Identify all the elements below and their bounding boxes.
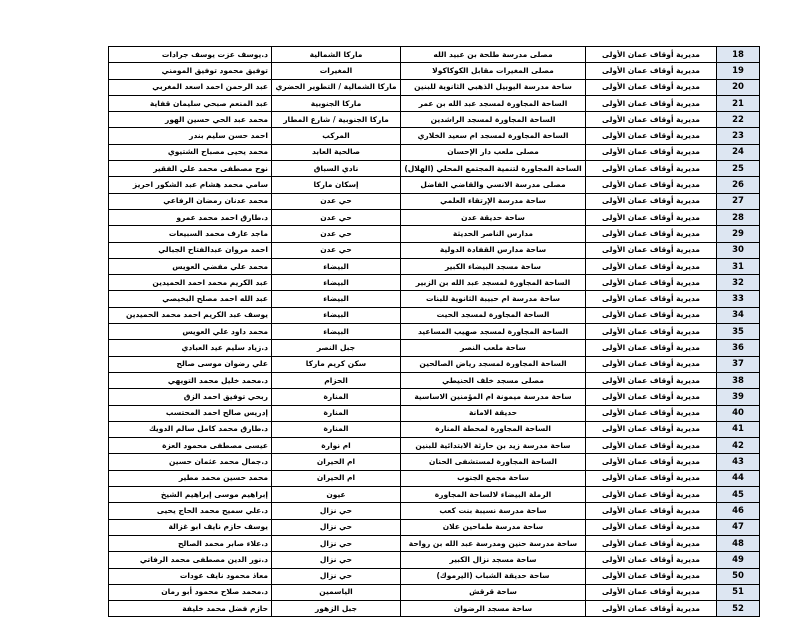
table-row	[109, 193, 760, 209]
area-cell: البيضاء	[272, 258, 401, 274]
row-number: 37	[717, 356, 760, 372]
prayer-site-cell: ساحة مدرسة طماحين علان	[401, 519, 586, 535]
table-row	[109, 503, 760, 519]
directorate-cell: مديرية أوقاف عمان الأولى	[586, 519, 717, 535]
preacher-name-cell: توفيق محمود توفيق المومني	[109, 63, 272, 79]
area-cell: ام الحيران	[272, 470, 401, 486]
area-cell: ام نوارة	[272, 438, 401, 454]
table-row	[109, 601, 760, 617]
prayer-site-cell: ساحة مسجد الرضوان	[401, 601, 586, 617]
directorate-cell: مديرية أوقاف عمان الأولى	[586, 112, 717, 128]
directorate-cell: مديرية أوقاف عمان الأولى	[586, 454, 717, 470]
table-row	[109, 356, 760, 372]
directorate-cell: مديرية أوقاف عمان الأولى	[586, 291, 717, 307]
directorate-cell: مديرية أوقاف عمان الأولى	[586, 470, 717, 486]
table-row	[109, 584, 760, 600]
prayer-site-cell: الساحة المجاورة لمسجد صهيب المساعيد	[401, 324, 586, 340]
row-number: 26	[717, 177, 760, 193]
preacher-name-cell: إبراهيم موسى إبراهيم الشيخ	[109, 487, 272, 503]
area-cell: البيضاء	[272, 291, 401, 307]
area-cell: حي عدن	[272, 209, 401, 225]
area-cell: البيضاء	[272, 324, 401, 340]
table-row	[109, 291, 760, 307]
area-cell: جبل النصر	[272, 340, 401, 356]
preacher-name-cell: عبد الكريم محمد احمد الحميدين	[109, 275, 272, 291]
directorate-cell: مديرية أوقاف عمان الأولى	[586, 128, 717, 144]
preacher-name-cell: محمد داود علي العويس	[109, 324, 272, 340]
prayer-site-cell: ساحة مجمع الجنوب	[401, 470, 586, 486]
area-cell: المغيرات	[272, 63, 401, 79]
prayer-site-cell: ساحة مدارس القفادة الدولية	[401, 242, 586, 258]
table-row	[109, 95, 760, 111]
row-number: 28	[717, 209, 760, 225]
row-number: 42	[717, 438, 760, 454]
directorate-cell: مديرية أوقاف عمان الأولى	[586, 438, 717, 454]
row-number: 25	[717, 161, 760, 177]
directorate-cell: مديرية أوقاف عمان الأولى	[586, 356, 717, 372]
prayer-site-cell: الساحة المجاورة لمسجد ام سعيد الخلاري	[401, 128, 586, 144]
directorate-cell: مديرية أوقاف عمان الأولى	[586, 275, 717, 291]
preacher-name-cell: معاذ محمود نايف عودات	[109, 568, 272, 584]
directorate-cell: مديرية أوقاف عمان الأولى	[586, 487, 717, 503]
prayer-site-cell: مصلى مدرسة الانسي والقاضي الفاضل	[401, 177, 586, 193]
area-cell: حي عدن	[272, 193, 401, 209]
area-cell: المنارة	[272, 421, 401, 437]
row-number: 21	[717, 95, 760, 111]
prayer-site-cell: ساحة مدرسة زيد بن حارثة الابتدائية للبنين	[401, 438, 586, 454]
directorate-cell: مديرية أوقاف عمان الأولى	[586, 177, 717, 193]
prayer-site-cell: مدارس الناصر الحديثة	[401, 226, 586, 242]
area-cell: المركب	[272, 128, 401, 144]
row-number: 19	[717, 63, 760, 79]
row-number: 50	[717, 568, 760, 584]
directorate-cell: مديرية أوقاف عمان الأولى	[586, 324, 717, 340]
preacher-name-cell: محمد علي مفضي العويس	[109, 258, 272, 274]
directorate-cell: مديرية أوقاف عمان الأولى	[586, 340, 717, 356]
area-cell: حي نزال	[272, 503, 401, 519]
directorate-cell: مديرية أوقاف عمان الأولى	[586, 389, 717, 405]
row-number: 27	[717, 193, 760, 209]
directorate-cell: مديرية أوقاف عمان الأولى	[586, 584, 717, 600]
row-number: 47	[717, 519, 760, 535]
area-cell: حي عدن	[272, 242, 401, 258]
prayer-site-cell: ساحة حديقة الشباب (اليرموك)	[401, 568, 586, 584]
prayer-site-cell: الرملة البيضاء لالساحة المجاورة	[401, 487, 586, 503]
preacher-name-cell: د.يوسف عزت يوسف جرادات	[109, 47, 272, 63]
table-row	[109, 112, 760, 128]
row-number: 33	[717, 291, 760, 307]
table-row	[109, 519, 760, 535]
table-row	[109, 340, 760, 356]
row-number: 36	[717, 340, 760, 356]
area-cell: نادي السباق	[272, 161, 401, 177]
row-number: 38	[717, 372, 760, 388]
row-number: 32	[717, 275, 760, 291]
directorate-cell: مديرية أوقاف عمان الأولى	[586, 193, 717, 209]
preacher-name-cell: حازم فضل محمد خليفة	[109, 601, 272, 617]
prayer-site-cell: الساحة المجاورة لتنمية المجتمع المحلي (الهلال)	[401, 161, 586, 177]
area-cell: إسكان ماركا	[272, 177, 401, 193]
preacher-name-cell: د.علاء صابر محمد الصالح	[109, 535, 272, 551]
table-row	[109, 552, 760, 568]
prayer-site-cell: الساحة المجاورة لمحطة المنارة	[401, 421, 586, 437]
preacher-name-cell: د.نور الدين مصطفى محمد الرفاتي	[109, 552, 272, 568]
table-row	[109, 421, 760, 437]
area-cell: حي نزال	[272, 568, 401, 584]
row-number: 30	[717, 242, 760, 258]
directorate-cell: مديرية أوقاف عمان الأولى	[586, 601, 717, 617]
row-number: 23	[717, 128, 760, 144]
preacher-name-cell: محمد حسين محمد مطير	[109, 470, 272, 486]
row-number: 39	[717, 389, 760, 405]
row-number: 31	[717, 258, 760, 274]
table-row	[109, 177, 760, 193]
preacher-name-cell: ربحي توفيق احمد الزق	[109, 389, 272, 405]
table-row	[109, 405, 760, 421]
area-cell: ماركا الجنوبية / شارع المطار	[272, 112, 401, 128]
row-number: 20	[717, 79, 760, 95]
table-row	[109, 275, 760, 291]
table-row	[109, 438, 760, 454]
preacher-name-cell: د.طارق محمد كامل سالم الدويك	[109, 421, 272, 437]
table-row	[109, 128, 760, 144]
preacher-name-cell: د.محمد صلاح محمود أبو رمان	[109, 584, 272, 600]
area-cell: البيضاء	[272, 307, 401, 323]
area-cell: ماركا الشمالية / التطوير الحضري	[272, 79, 401, 95]
table-row	[109, 454, 760, 470]
area-cell: حي عدن	[272, 226, 401, 242]
preacher-name-cell: عبد الله احمد مصلح البخيصي	[109, 291, 272, 307]
row-number: 34	[717, 307, 760, 323]
prayer-site-cell: ساحة مدرسة حنين ومدرسة عبد الله بن رواحة	[401, 535, 586, 551]
prayer-sites-table	[108, 46, 744, 617]
directorate-cell: مديرية أوقاف عمان الأولى	[586, 209, 717, 225]
preacher-name-cell: د.علي سميح محمد الحاج يحيى	[109, 503, 272, 519]
row-number: 22	[717, 112, 760, 128]
directorate-cell: مديرية أوقاف عمان الأولى	[586, 242, 717, 258]
area-cell: حي نزال	[272, 519, 401, 535]
table-row	[109, 372, 760, 388]
prayer-site-cell: مصلى ملعب دار الإحسان	[401, 144, 586, 160]
area-cell: ماركا الشمالية	[272, 47, 401, 63]
area-cell: ام الحيران	[272, 454, 401, 470]
area-cell: البيضاء	[272, 275, 401, 291]
directorate-cell: مديرية أوقاف عمان الأولى	[586, 144, 717, 160]
table-row	[109, 258, 760, 274]
preacher-name-cell: محمد عدنان رمضان الرفاعي	[109, 193, 272, 209]
directorate-cell: مديرية أوقاف عمان الأولى	[586, 47, 717, 63]
area-cell: الياسمين	[272, 584, 401, 600]
preacher-name-cell: ماجد عارف محمد السبيعات	[109, 226, 272, 242]
table-row	[109, 63, 760, 79]
directorate-cell: مديرية أوقاف عمان الأولى	[586, 258, 717, 274]
preacher-name-cell: محمد يحيى مصباح الشتيوي	[109, 144, 272, 160]
directorate-cell: مديرية أوقاف عمان الأولى	[586, 63, 717, 79]
area-cell: جبل الزهور	[272, 601, 401, 617]
area-cell: حي نزال	[272, 535, 401, 551]
preacher-name-cell: عبد الرحمن احمد اسعد المغربي	[109, 79, 272, 95]
table-body	[109, 47, 760, 617]
directorate-cell: مديرية أوقاف عمان الأولى	[586, 421, 717, 437]
prayer-site-cell: ساحة حديقة عدن	[401, 209, 586, 225]
row-number: 24	[717, 144, 760, 160]
prayer-site-cell: ساحة مدرسة الإرتقاء العلمي	[401, 193, 586, 209]
table-row	[109, 226, 760, 242]
directorate-cell: مديرية أوقاف عمان الأولى	[586, 226, 717, 242]
preacher-name-cell: عيسى مصطفى محمود العزة	[109, 438, 272, 454]
table-row	[109, 144, 760, 160]
table-row	[109, 568, 760, 584]
area-cell: عيون	[272, 487, 401, 503]
preacher-name-cell: إدريس صالح احمد المحتسب	[109, 405, 272, 421]
directorate-cell: مديرية أوقاف عمان الأولى	[586, 307, 717, 323]
area-cell: الحزام	[272, 372, 401, 388]
preacher-name-cell: سامي محمد هشام عبد الشكور احريز	[109, 177, 272, 193]
row-number: 46	[717, 503, 760, 519]
prayer-site-cell: الساحة المجاورة لمسجد عبد الله بن عمر	[401, 95, 586, 111]
row-number: 35	[717, 324, 760, 340]
prayer-site-cell: ساحة مدرسة نسيبة بنت كعب	[401, 503, 586, 519]
directorate-cell: مديرية أوقاف عمان الأولى	[586, 552, 717, 568]
row-number: 41	[717, 421, 760, 437]
preacher-name-cell: علي رضوان موسى صالح	[109, 356, 272, 372]
table-row	[109, 470, 760, 486]
table-row	[109, 209, 760, 225]
prayer-site-cell: ساحة ملعب النصر	[401, 340, 586, 356]
area-cell: المنارة	[272, 389, 401, 405]
preacher-name-cell: يوسف عبد الكريم احمد محمد الحميدين	[109, 307, 272, 323]
preacher-name-cell: د.طارق احمد محمد عمرو	[109, 209, 272, 225]
directorate-cell: مديرية أوقاف عمان الأولى	[586, 372, 717, 388]
row-number: 48	[717, 535, 760, 551]
prayer-site-cell: ساحة مدرسة اليوبيل الذهبي الثانوية للبنين	[401, 79, 586, 95]
directorate-cell: مديرية أوقاف عمان الأولى	[586, 95, 717, 111]
area-cell: صالحية العابد	[272, 144, 401, 160]
preacher-name-cell: احمد مروان عبدالفتاح الجبالي	[109, 242, 272, 258]
preacher-name-cell: احمد حسن سليم بندر	[109, 128, 272, 144]
prayer-site-cell: ساحة مدرسة ام حبيبة الثانوية للبنات	[401, 291, 586, 307]
table-row	[109, 535, 760, 551]
area-cell: سكن كريم ماركا	[272, 356, 401, 372]
row-number: 49	[717, 552, 760, 568]
preacher-name-cell: د.زياد سليم عيد العبادي	[109, 340, 272, 356]
preacher-name-cell: د.محمد خليل محمد التويهي	[109, 372, 272, 388]
area-cell: حي نزال	[272, 552, 401, 568]
preacher-name-cell: عبد المنعم صبحي سليمان قفاية	[109, 95, 272, 111]
directorate-cell: مديرية أوقاف عمان الأولى	[586, 161, 717, 177]
prayer-site-cell: الساحة المجاورة لمسجد عبد الله بن الزبير	[401, 275, 586, 291]
row-number: 18	[717, 47, 760, 63]
prayer-site-cell: حديقة الامانة	[401, 405, 586, 421]
prayer-site-cell: مصلى مدرسة طلحة بن عبيد الله	[401, 47, 586, 63]
directorate-cell: مديرية أوقاف عمان الأولى	[586, 503, 717, 519]
prayer-site-cell: ساحة قرقش	[401, 584, 586, 600]
prayer-site-cell: مصلى المغيرات مقابل الكوكاكولا	[401, 63, 586, 79]
table-row	[109, 389, 760, 405]
prayer-site-cell: مصلى مسجد خلف الحنيطي	[401, 372, 586, 388]
table-row	[109, 79, 760, 95]
directorate-cell: مديرية أوقاف عمان الأولى	[586, 79, 717, 95]
table-row	[109, 487, 760, 503]
preacher-name-cell: يوسف حازم نايف ابو غزالة	[109, 519, 272, 535]
preacher-name-cell: نوح مصطفى محمد علي الفقير	[109, 161, 272, 177]
table-row	[109, 307, 760, 323]
directorate-cell: مديرية أوقاف عمان الأولى	[586, 535, 717, 551]
area-cell: ماركا الجنوبية	[272, 95, 401, 111]
prayer-site-cell: ساحة مدرسة ميمونة ام المؤمنين الاساسية	[401, 389, 586, 405]
row-number: 44	[717, 470, 760, 486]
table-row	[109, 242, 760, 258]
prayer-site-cell: الساحة المجاورة لمستشفى الحنان	[401, 454, 586, 470]
directorate-cell: مديرية أوقاف عمان الأولى	[586, 405, 717, 421]
table-row	[109, 161, 760, 177]
row-number: 45	[717, 487, 760, 503]
preacher-name-cell: د.جمال محمد عثمان حسين	[109, 454, 272, 470]
table-row	[109, 47, 760, 63]
row-number: 29	[717, 226, 760, 242]
prayer-site-cell: الساحة المجاورة لمسجد رياض الصالحين	[401, 356, 586, 372]
prayer-site-cell: ساحة مسجد نزال الكبير	[401, 552, 586, 568]
row-number: 52	[717, 601, 760, 617]
area-cell: المنارة	[272, 405, 401, 421]
table	[108, 46, 760, 617]
row-number: 43	[717, 454, 760, 470]
table-row	[109, 324, 760, 340]
preacher-name-cell: محمد عبد الحي حسين الهور	[109, 112, 272, 128]
prayer-site-cell: ساحة مسجد البيضاء الكبير	[401, 258, 586, 274]
row-number: 51	[717, 584, 760, 600]
directorate-cell: مديرية أوقاف عمان الأولى	[586, 568, 717, 584]
prayer-site-cell: الساحة المجاورة لمسجد الحيت	[401, 307, 586, 323]
row-number: 40	[717, 405, 760, 421]
prayer-site-cell: الساحة المجاورة لمسجد الراشدين	[401, 112, 586, 128]
